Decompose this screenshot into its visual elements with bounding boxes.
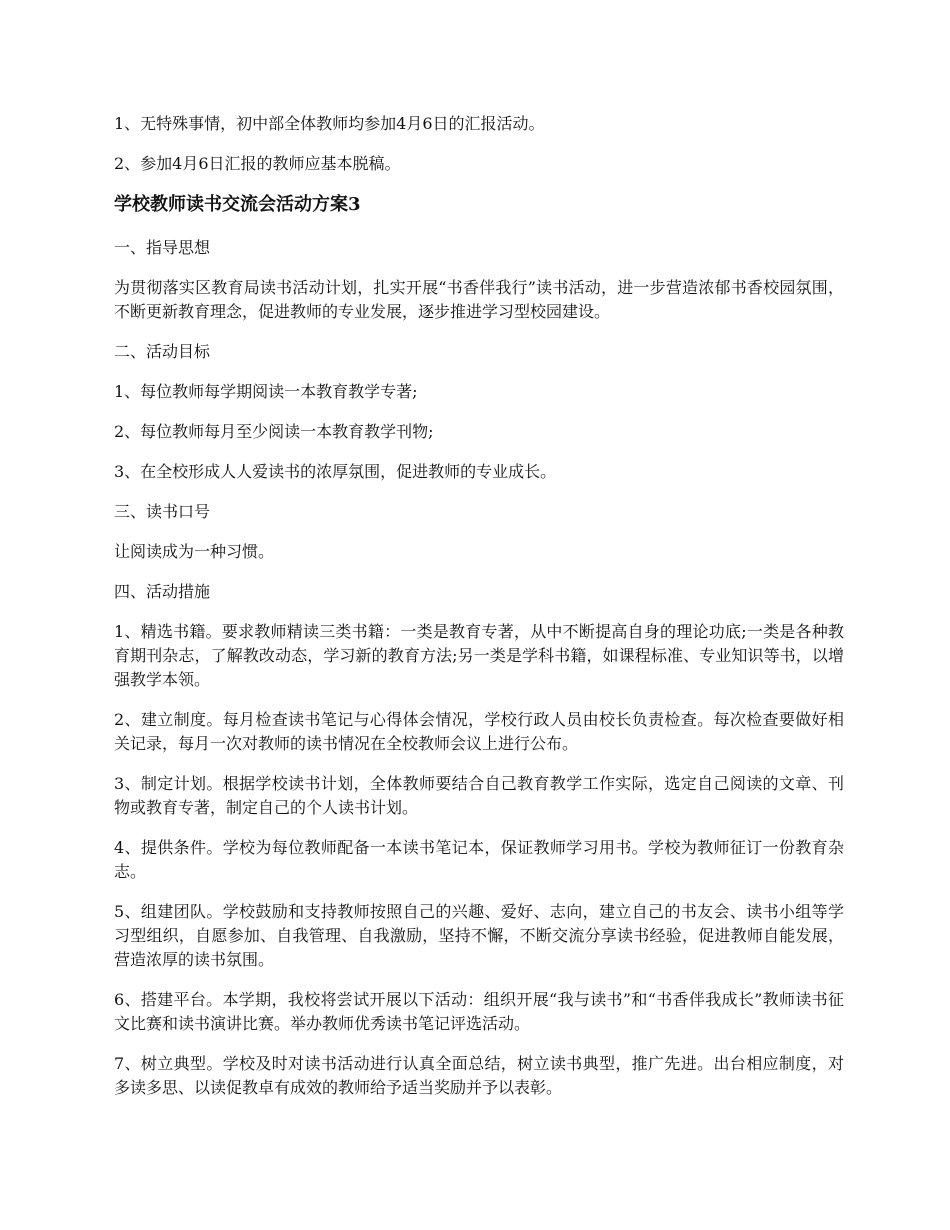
goal-item-3: 3、在全校形成人人爱读书的浓厚氛围，促进教师的专业成长。 (114, 462, 557, 481)
paragraph-guiding-thought: 为贯彻落实区教育局读书活动计划，扎实开展“书香伴我行”读书活动，进一步营造浓郁书香校园氛围，不断更新教育理念，促进教师的专业发展，逐步推进学习型校园建设。 (114, 278, 844, 321)
section-heading: 学校教师读书交流会活动方案3 (114, 194, 361, 215)
measure-item-4: 4、提供条件。学校为每位教师配备一本读书笔记本，保证教师学习用书。学校为教师征订一份教育杂志。 (114, 838, 844, 881)
section-slogan: 三、读书口号 (114, 502, 211, 521)
goal-item-2: 2、每位教师每月至少阅读一本教育教学刊物; (114, 422, 434, 441)
section-measures: 四、活动措施 (114, 582, 211, 601)
measure-item-1: 1、精选书籍。要求教师精读三类书籍：一类是教育专著，从中不断提高自身的理论功底;一类是各种教育期刊杂志，了解教改动态，学习新的教育方法;另一类是学科书籍，如课程标准、专业知识等书，以增强教学本领。 (114, 622, 844, 689)
document-page (114, 112, 844, 1116)
paragraph-attendance: 1、无特殊事情，初中部全体教师均参加4月6日的汇报活动。 (114, 114, 545, 133)
paragraph-script-requirement: 2、参加4月6日汇报的教师应基本脱稿。 (114, 154, 401, 173)
section-guiding-thought: 一、指导思想 (114, 238, 211, 257)
paragraph-slogan: 让阅读成为一种习惯。 (114, 542, 275, 561)
measure-item-2: 2、建立制度。每月检查读书笔记与心得体会情况，学校行政人员由校长负责检查。每次检查要做好相关记录，每月一次对教师的读书情况在全校教师会议上进行公布。 (114, 710, 844, 753)
measure-item-5: 5、组建团队。学校鼓励和支持教师按照自己的兴趣、爱好、志向，建立自己的书友会、读书小组等学习型组织，自愿参加、自我管理、自我激励，坚持不懈，不断交流分享读书经验，促进教师自能发展，营造浓厚的读书氛围。 (114, 902, 844, 969)
goal-item-1: 1、每位教师每学期阅读一本教育教学专著; (114, 382, 418, 401)
measure-item-3: 3、制定计划。根据学校读书计划，全体教师要结合自己教育教学工作实际，选定自己阅读的文章、刊物或教育专著，制定自己的个人读书计划。 (114, 774, 844, 817)
measure-item-6: 6、搭建平台。本学期，我校将尝试开展以下活动：组织开展“我与读书”和“书香伴我成长”教师读书征文比赛和读书演讲比赛。举办教师优秀读书笔记评选活动。 (114, 990, 844, 1033)
measure-item-7: 7、树立典型。学校及时对读书活动进行认真全面总结，树立读书典型，推广先进。出台相应制度，对多读多思、以读促教卓有成效的教师给予适当奖励并予以表彰。 (114, 1054, 844, 1097)
section-activity-goals: 二、活动目标 (114, 342, 211, 361)
